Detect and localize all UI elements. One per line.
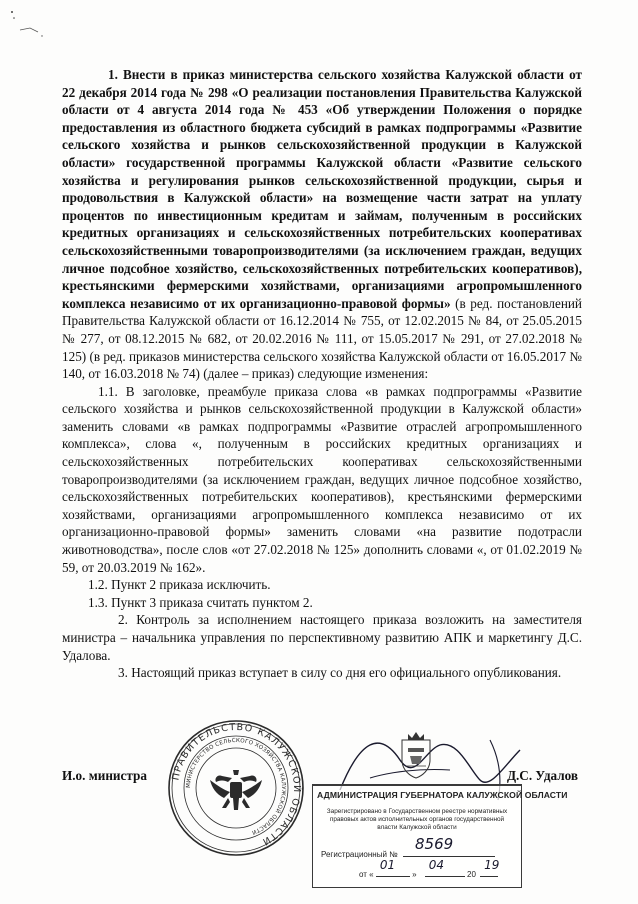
paragraph-1-3: 1.3. Пункт 3 приказа считать пунктом 2. xyxy=(88,594,313,610)
paragraph-1-amendments: (в ред. постановлений Правительства Калужской области от 16.12.2014 № 755, от 12.02.2015 № 84, от 25.05.2015 № 277, от 08.12.2015 № 682, от 20.02.2016 № 111, от 15.05.2017 № 291, от 27.02.2018 № 125) (в ред. приказов министерства сельского хозяйства Калужской области от 16.05.2017 № 140, от 16.03.2018 № 74) (далее – приказ) следующие изменения: xyxy=(62,295,582,382)
registration-date-year: 19 xyxy=(484,858,500,872)
registration-stamp-text: Зарегистрировано в Государственном реестре нормативных правовых актов исполнительных органов государственной власти Калужской области xyxy=(326,808,508,831)
registration-date-prefix: от « xyxy=(359,870,374,879)
registration-date-year-prefix: 20 xyxy=(467,870,476,879)
registration-number-row xyxy=(321,835,495,859)
registration-date-year-field xyxy=(480,858,500,877)
registration-date-day-field xyxy=(376,858,410,877)
registration-number-label: Регистрационный № xyxy=(321,850,398,859)
paragraph-1-1: 1.1. В заголовке, преамбуле приказа слова «в рамках подпрограммы «Развитие сельского хозяйства и рынков сельскохозяйственной продукции в Калужской области» заменить словами «в рамках подпрограммы «Развитие отраслей агропромышленного комплекса», слова «, полученным в российских кредитных организациях и сельскохозяйственных потребительских кооперативах сельскохозяйственными товаропроизводителями (за исключением граждан, ведущих личное подсобное хозяйство, сельскохозяйственных потребительских кооперативов), крестьянскими фермерскими хозяйствами, организациями агропромышленного комплекса независимо от их организационно-правовой формы» заменить словами «на развитие подотрасли животноводства», после слов «от 27.02.2018 № 125» дополнить словами «, от 01.02.2019 № 59, от 20.03.2019 № 162». xyxy=(62,383,582,575)
svg-text:МИНИСТЕРСТВО СЕЛЬСКОГО ХОЗЯЙСТ: МИНИСТЕРСТВО СЕЛЬСКОГО ХОЗЯЙСТВА КАЛУЖСКОЙ ОБЛАСТИ xyxy=(185,737,287,836)
paragraph-1-bold-lead: 1. Внести в приказ министерства сельского хозяйства Калужской области от 22 декабря 2014 года № 298 «О реализации постановления Правительства Калужской области от 4 августа 2014 года № 453 «Об утверждении Положения о порядке предоставления из областного бюджета субсидий в рамках подпрограммы «Развитие сельского хозяйства и рынков сельскохозяйственной продукции в Калужской области» государственной программы Калужской области «Развитие сельского хозяйства и регулирования рынков сельскохозяйственной продукции, сырья и продовольствия в Калужской области» на возмещение части затрат на уплату процентов по инвестиционным кредитам и займам, полученным в российских кредитных организациях и сельскохозяйственных потребительских кооперативах сельскохозяйственными товаропроизводителями (за исключением граждан, ведущих личное подсобное хозяйство, сельскохозяйственных потребительских кооперативов), крестьянскими фермерскими хозяйствами, организациями агропромышленного комплекса независимо от их организационно-правовой формы» xyxy=(62,67,582,311)
signatory-name: Д.С. Удалов xyxy=(506,768,578,783)
registration-date-month: 04 xyxy=(428,858,445,872)
registration-number-field xyxy=(403,835,495,857)
registration-date-month-field xyxy=(425,858,465,877)
paragraph-3: 3. Настоящий приказ вступает в силу со дня его официального опубликования. xyxy=(118,665,562,681)
registration-stamp xyxy=(312,784,568,888)
paragraph-1-2: 1.2. Пункт 2 приказа исключить. xyxy=(88,577,271,593)
svg-text:ПРАВИТЕЛЬСТВО КАЛУЖСКОЙ ОБЛАСТ: ПРАВИТЕЛЬСТВО КАЛУЖСКОЙ ОБЛАСТИ xyxy=(170,721,303,848)
paragraph-2: 2. Контроль за исполнением настоящего приказа возложить на заместителя министра – начальника управления по перспективному развитию АПК и маркетингу Д.С. Удалова. xyxy=(62,612,582,663)
registration-stamp-title: АДМИНИСТРАЦИЯ ГУБЕРНАТОРА КАЛУЖСКОЙ ОБЛАСТИ xyxy=(317,790,568,800)
signatory-role: И.о. министра xyxy=(62,768,147,783)
registration-date-day: 01 xyxy=(379,858,396,872)
document-body xyxy=(62,66,582,682)
registration-date-row xyxy=(359,858,500,879)
registration-date-close-quote: » xyxy=(412,870,417,879)
registration-number-value: 8569 xyxy=(414,835,454,853)
paragraph-1 xyxy=(62,66,582,383)
scan-artifact-marks xyxy=(8,6,48,46)
